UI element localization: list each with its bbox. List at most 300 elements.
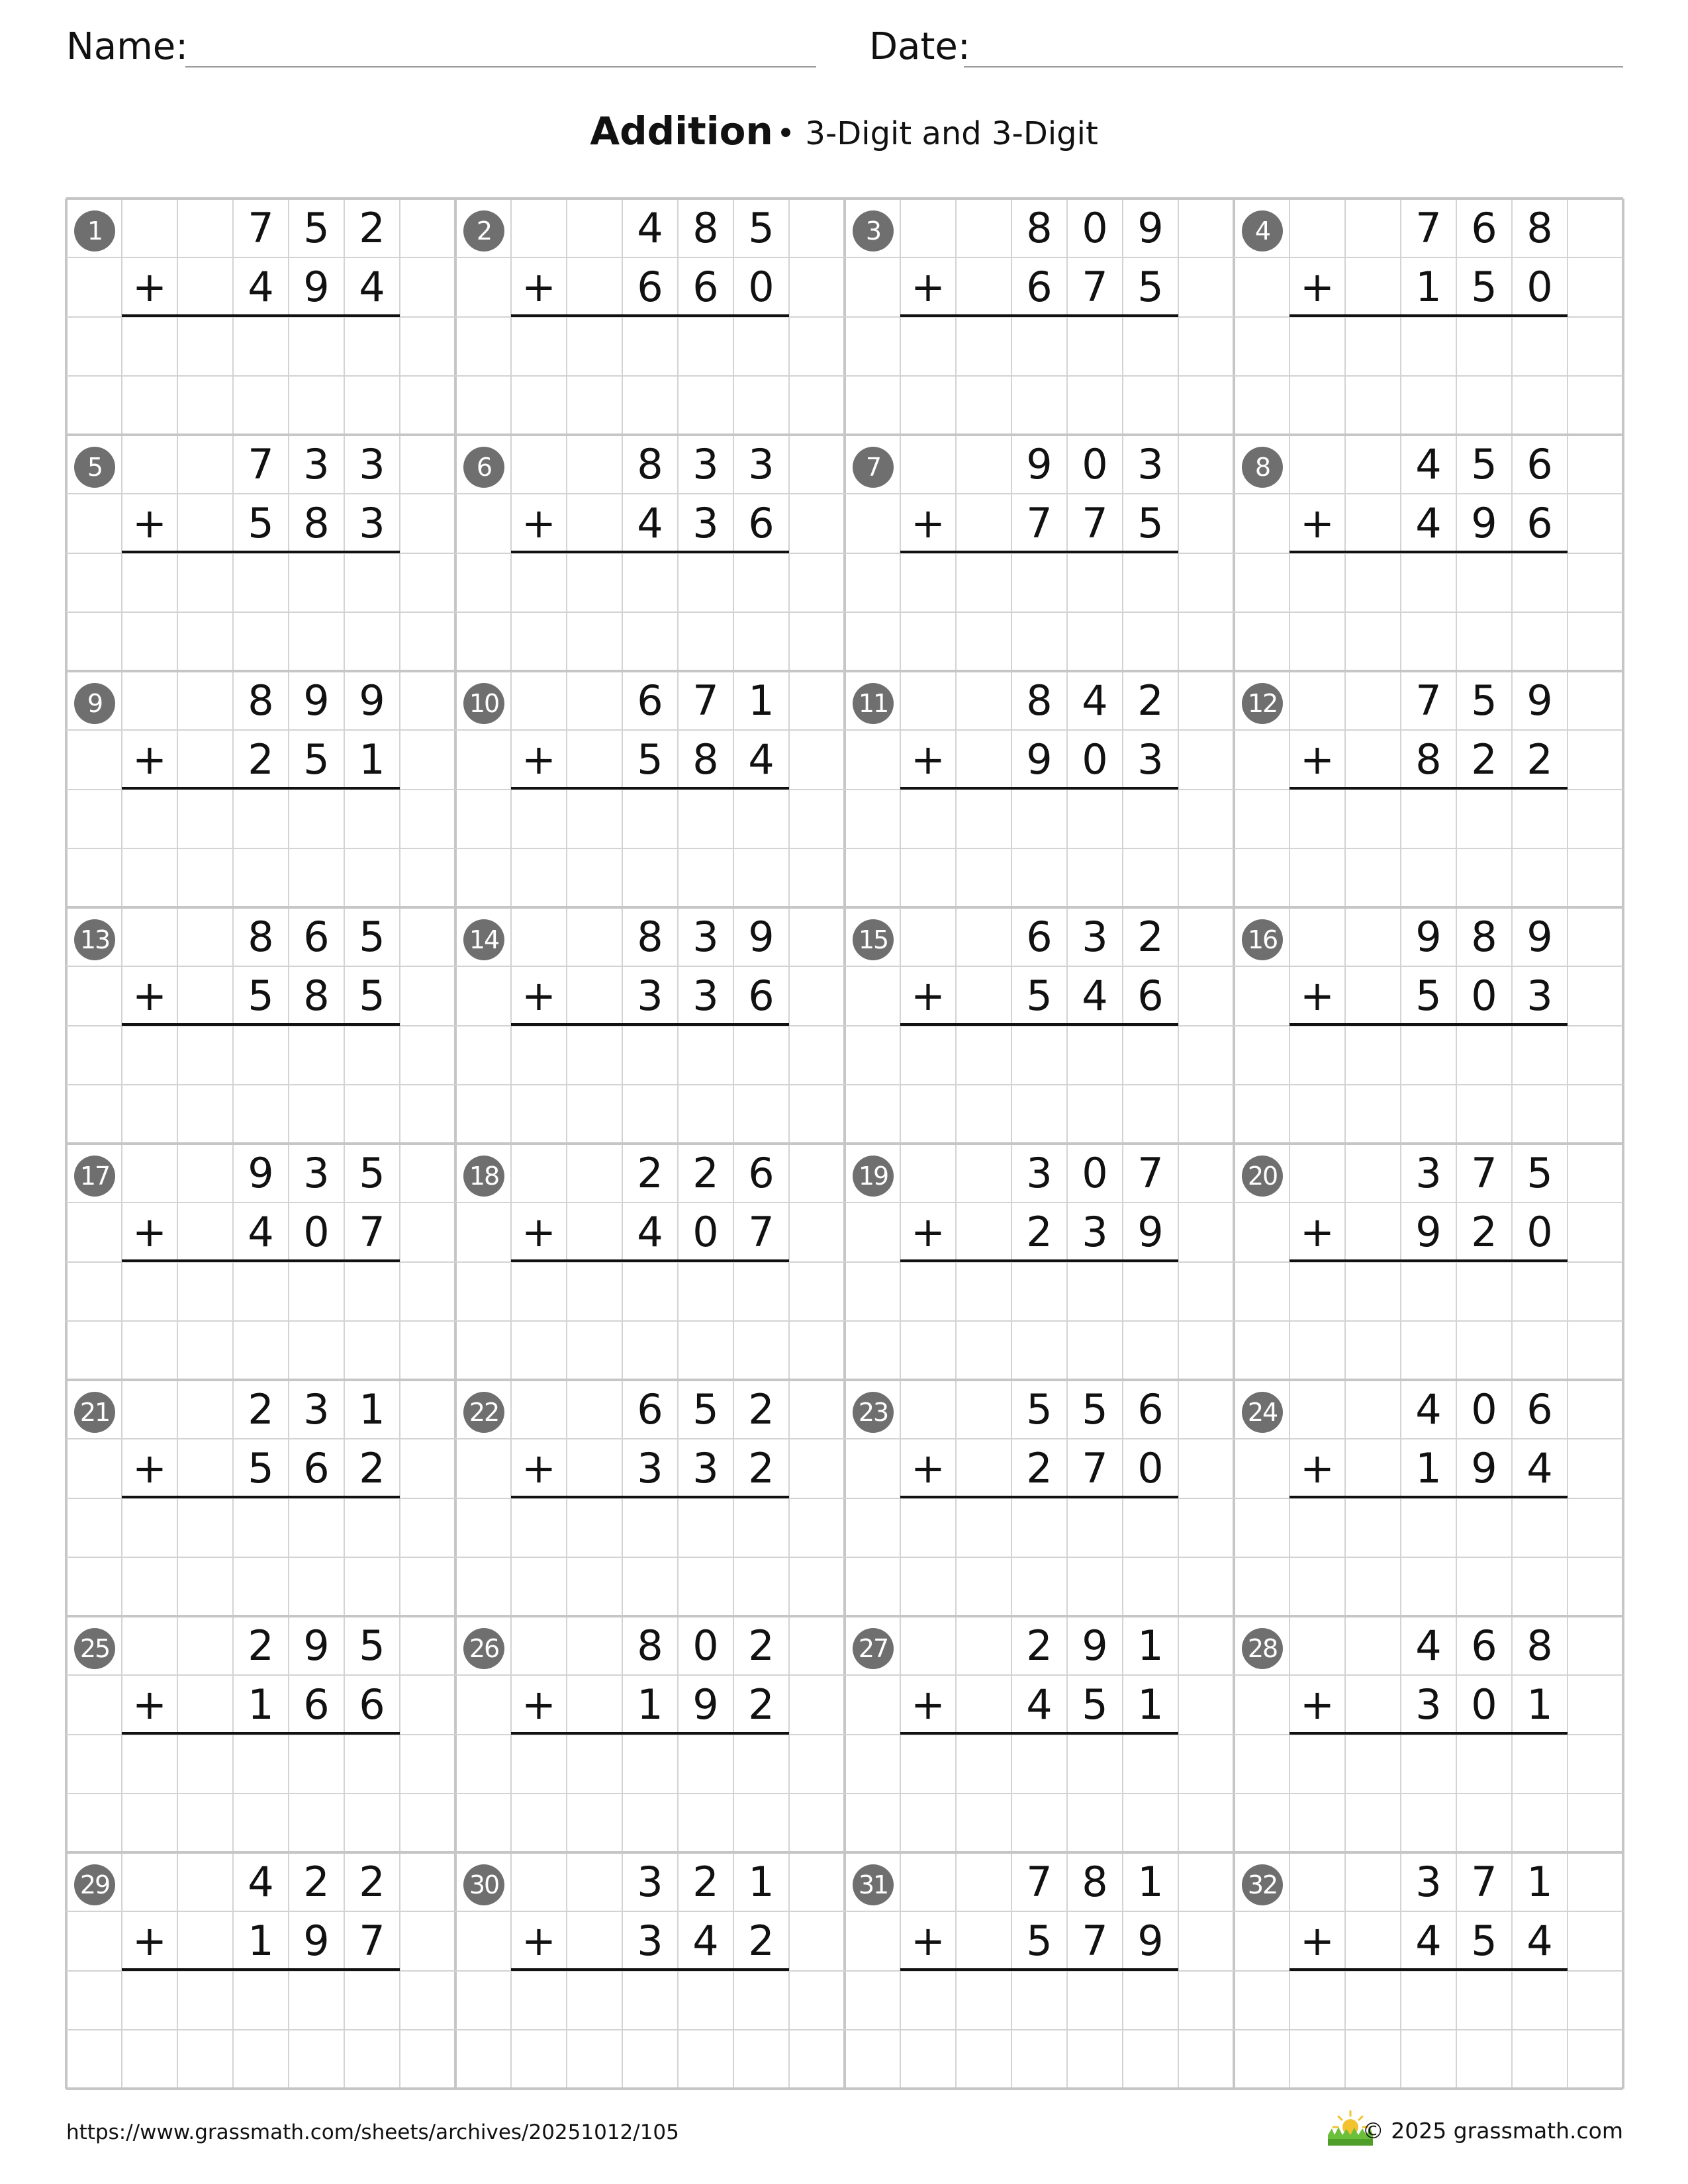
- top-addend-digit: 3: [359, 440, 385, 488]
- top-addend-digit: 6: [748, 1149, 774, 1197]
- top-addend-digit: 8: [637, 913, 663, 961]
- plus-sign: +: [132, 1208, 167, 1256]
- bottom-addend-digit: 2: [1526, 735, 1553, 784]
- answer-area[interactable]: [122, 1971, 400, 2089]
- plus-sign: +: [911, 1208, 945, 1256]
- bottom-addend-digit: 5: [303, 735, 330, 784]
- problem-20: [1234, 1144, 1623, 1380]
- problem-6: [455, 435, 845, 671]
- top-addend-digit: 6: [303, 913, 330, 961]
- bottom-addend-digit: 0: [1471, 1680, 1497, 1729]
- top-addend-digit: 5: [359, 1149, 385, 1197]
- answer-area[interactable]: [511, 1971, 789, 2089]
- problem-number-badge: 18: [463, 1156, 504, 1197]
- answer-area[interactable]: [122, 1735, 400, 1853]
- problem-number-badge: 15: [853, 919, 894, 960]
- bottom-addend-digit: 3: [1082, 1208, 1108, 1257]
- top-addend-digit: 8: [1526, 1621, 1553, 1670]
- top-addend-digit: 3: [1415, 1149, 1442, 1197]
- top-addend-digit: 9: [359, 676, 385, 725]
- top-addend-digit: 6: [1471, 204, 1497, 252]
- bottom-addend-digit: 4: [1526, 1917, 1553, 1966]
- problem-number-badge: 2: [463, 210, 504, 251]
- top-addend-digit: 6: [1526, 440, 1553, 488]
- top-addend-digit: 8: [1526, 204, 1553, 252]
- answer-area[interactable]: [1289, 790, 1568, 908]
- top-addend-digit: 9: [1026, 440, 1053, 488]
- answer-area[interactable]: [900, 1262, 1178, 1381]
- top-addend-digit: 5: [748, 204, 774, 252]
- top-addend-digit: 2: [248, 1385, 274, 1433]
- top-addend-digit: 8: [1471, 913, 1497, 961]
- problem-number-badge: 10: [463, 683, 504, 724]
- bottom-addend-digit: 2: [748, 1680, 774, 1729]
- plus-sign: +: [911, 499, 945, 547]
- bottom-addend-digit: 3: [1526, 972, 1553, 1021]
- top-addend-digit: 7: [1026, 1858, 1053, 1906]
- bottom-addend-digit: 1: [1137, 1680, 1164, 1729]
- problem-16: [1234, 907, 1623, 1144]
- plus-sign: +: [522, 735, 556, 784]
- top-addend-digit: 0: [692, 1621, 719, 1670]
- problem-number-badge: 20: [1242, 1156, 1283, 1197]
- top-addend-digit: 6: [1471, 1621, 1497, 1670]
- answer-area[interactable]: [900, 790, 1178, 908]
- bottom-addend-digit: 7: [359, 1208, 385, 1257]
- bottom-addend-digit: 5: [359, 972, 385, 1021]
- problem-number-badge: 28: [1242, 1628, 1283, 1669]
- bottom-addend-digit: 0: [748, 263, 774, 312]
- top-addend-digit: 3: [637, 1858, 663, 1906]
- bottom-addend-digit: 9: [303, 1917, 330, 1966]
- name-line[interactable]: [185, 66, 816, 68]
- top-addend-digit: 8: [637, 1621, 663, 1670]
- answer-area[interactable]: [900, 1026, 1178, 1144]
- bottom-addend-digit: 6: [359, 1680, 385, 1729]
- problem-number-badge: 23: [853, 1392, 894, 1433]
- problem-number-badge: 13: [74, 919, 115, 960]
- bottom-addend-digit: 1: [1415, 263, 1442, 312]
- bottom-addend-digit: 4: [1415, 499, 1442, 548]
- plus-sign: +: [1300, 499, 1335, 547]
- answer-area[interactable]: [122, 1262, 400, 1381]
- answer-area[interactable]: [511, 790, 789, 908]
- problem-number-badge: 22: [463, 1392, 504, 1433]
- bottom-addend-digit: 8: [303, 972, 330, 1021]
- bottom-addend-digit: 3: [692, 1444, 719, 1493]
- bottom-addend-digit: 4: [637, 499, 663, 548]
- bottom-addend-digit: 5: [1082, 1680, 1108, 1729]
- bottom-addend-digit: 3: [1137, 735, 1164, 784]
- top-addend-digit: 3: [1082, 913, 1108, 961]
- plus-sign: +: [132, 972, 167, 1020]
- top-addend-digit: 5: [359, 1621, 385, 1670]
- bottom-addend-digit: 4: [359, 263, 385, 312]
- problem-9: [66, 671, 455, 907]
- answer-area[interactable]: [511, 1262, 789, 1381]
- plus-sign: +: [911, 1444, 945, 1492]
- bottom-addend-digit: 8: [1415, 735, 1442, 784]
- problem-number-badge: 11: [853, 683, 894, 724]
- top-addend-digit: 5: [1082, 1385, 1108, 1433]
- plus-sign: +: [132, 735, 167, 784]
- plus-sign: +: [132, 1444, 167, 1492]
- problem-number-badge: 24: [1242, 1392, 1283, 1433]
- footer-copyright: © 2025 grassmath.com: [1362, 2118, 1623, 2144]
- bottom-addend-digit: 0: [1471, 972, 1497, 1021]
- bottom-addend-digit: 3: [1415, 1680, 1442, 1729]
- plus-sign: +: [911, 1680, 945, 1729]
- answer-area[interactable]: [511, 1735, 789, 1853]
- problem-28: [1234, 1616, 1623, 1852]
- problem-number-badge: 6: [463, 447, 504, 488]
- problem-number-badge: 3: [853, 210, 894, 251]
- name-label: Name:: [66, 25, 189, 68]
- answer-area[interactable]: [122, 553, 400, 672]
- bottom-addend-digit: 4: [1415, 1917, 1442, 1966]
- bottom-addend-digit: 4: [637, 1208, 663, 1257]
- bottom-addend-digit: 8: [303, 499, 330, 548]
- bottom-addend-digit: 5: [1026, 1917, 1053, 1966]
- top-addend-digit: 2: [359, 1858, 385, 1906]
- problem-14: [455, 907, 845, 1144]
- top-addend-digit: 1: [748, 676, 774, 725]
- problem-31: [845, 1852, 1234, 2089]
- problem-1: [66, 199, 455, 435]
- top-addend-digit: 7: [1137, 1149, 1164, 1197]
- bottom-addend-digit: 6: [692, 263, 719, 312]
- top-addend-digit: 8: [637, 440, 663, 488]
- bottom-addend-digit: 3: [637, 1917, 663, 1966]
- answer-area[interactable]: [122, 1498, 400, 1617]
- top-addend-digit: 2: [248, 1621, 274, 1670]
- bottom-addend-digit: 4: [248, 1208, 274, 1257]
- top-addend-digit: 7: [1415, 204, 1442, 252]
- bottom-addend-digit: 5: [1471, 263, 1497, 312]
- problem-number-badge: 8: [1242, 447, 1283, 488]
- problem-24: [1234, 1380, 1623, 1616]
- top-addend-digit: 1: [748, 1858, 774, 1906]
- problem-2: [455, 199, 845, 435]
- answer-area[interactable]: [900, 1498, 1178, 1617]
- answer-area[interactable]: [122, 1026, 400, 1144]
- top-addend-digit: 3: [303, 1385, 330, 1433]
- plus-sign: +: [911, 1917, 945, 1965]
- bottom-addend-digit: 9: [1026, 735, 1053, 784]
- problem-10: [455, 671, 845, 907]
- top-addend-digit: 6: [1137, 1385, 1164, 1433]
- bottom-addend-digit: 4: [1526, 1444, 1553, 1493]
- plus-sign: +: [522, 972, 556, 1020]
- plus-sign: +: [522, 263, 556, 311]
- plus-sign: +: [1300, 1444, 1335, 1492]
- top-addend-digit: 9: [1137, 204, 1164, 252]
- top-addend-digit: 5: [1471, 676, 1497, 725]
- problem-number-badge: 4: [1242, 210, 1283, 251]
- plus-sign: +: [911, 972, 945, 1020]
- plus-sign: +: [1300, 1917, 1335, 1965]
- bottom-addend-digit: 3: [637, 1444, 663, 1493]
- top-addend-digit: 2: [1137, 676, 1164, 725]
- problem-number-badge: 21: [74, 1392, 115, 1433]
- top-addend-digit: 1: [1137, 1621, 1164, 1670]
- top-addend-digit: 7: [248, 204, 274, 252]
- top-addend-digit: 7: [1471, 1858, 1497, 1906]
- bottom-addend-digit: 0: [1526, 263, 1553, 312]
- bottom-addend-digit: 2: [748, 1444, 774, 1493]
- bottom-addend-digit: 6: [1137, 972, 1164, 1021]
- top-addend-digit: 4: [1415, 440, 1442, 488]
- problem-number-badge: 29: [74, 1864, 115, 1905]
- plus-sign: +: [911, 735, 945, 784]
- top-addend-digit: 8: [1082, 1858, 1108, 1906]
- plus-sign: +: [911, 263, 945, 311]
- problem-27: [845, 1616, 1234, 1852]
- title-main: Addition: [590, 109, 773, 154]
- problem-number-badge: 1: [74, 210, 115, 251]
- top-addend-digit: 4: [1415, 1385, 1442, 1433]
- bottom-addend-digit: 1: [637, 1680, 663, 1729]
- top-addend-digit: 7: [1415, 676, 1442, 725]
- plus-sign: +: [522, 1680, 556, 1729]
- top-addend-digit: 2: [748, 1385, 774, 1433]
- answer-area[interactable]: [1289, 317, 1568, 435]
- problem-number-badge: 12: [1242, 683, 1283, 724]
- bottom-addend-digit: 0: [1082, 735, 1108, 784]
- bottom-addend-digit: 6: [1526, 499, 1553, 548]
- problem-3: [845, 199, 1234, 435]
- bottom-addend-digit: 5: [248, 1444, 274, 1493]
- bottom-addend-digit: 9: [303, 263, 330, 312]
- answer-area[interactable]: [122, 790, 400, 908]
- bottom-addend-digit: 1: [1415, 1444, 1442, 1493]
- top-addend-digit: 2: [748, 1621, 774, 1670]
- top-addend-digit: 5: [692, 1385, 719, 1433]
- top-addend-digit: 3: [1026, 1149, 1053, 1197]
- plus-sign: +: [132, 1680, 167, 1729]
- problem-4: [1234, 199, 1623, 435]
- answer-area[interactable]: [1289, 1026, 1568, 1144]
- top-addend-digit: 2: [1137, 913, 1164, 961]
- problem-15: [845, 907, 1234, 1144]
- top-addend-digit: 2: [303, 1858, 330, 1906]
- plus-sign: +: [522, 1917, 556, 1965]
- worksheet-title: [0, 105, 1688, 167]
- top-addend-digit: 9: [1526, 676, 1553, 725]
- plus-sign: +: [1300, 972, 1335, 1020]
- plus-sign: +: [1300, 1208, 1335, 1256]
- bottom-addend-digit: 2: [248, 735, 274, 784]
- bottom-addend-digit: 9: [1137, 1208, 1164, 1257]
- bottom-addend-digit: 5: [248, 499, 274, 548]
- top-addend-digit: 2: [359, 204, 385, 252]
- problem-number-badge: 26: [463, 1628, 504, 1669]
- bottom-addend-digit: 7: [748, 1208, 774, 1257]
- problem-number-badge: 31: [853, 1864, 894, 1905]
- bottom-addend-digit: 1: [248, 1680, 274, 1729]
- problem-12: [1234, 671, 1623, 907]
- problem-number-badge: 9: [74, 683, 115, 724]
- top-addend-digit: 1: [1137, 1858, 1164, 1906]
- bottom-addend-digit: 2: [1471, 735, 1497, 784]
- answer-area[interactable]: [511, 1026, 789, 1144]
- bottom-addend-digit: 3: [637, 972, 663, 1021]
- answer-area[interactable]: [511, 317, 789, 435]
- top-addend-digit: 7: [1471, 1149, 1497, 1197]
- top-addend-digit: 3: [1137, 440, 1164, 488]
- problem-number-badge: 5: [74, 447, 115, 488]
- problem-13: [66, 907, 455, 1144]
- top-addend-digit: 2: [692, 1149, 719, 1197]
- answer-area[interactable]: [511, 553, 789, 672]
- problem-grid: [66, 199, 1623, 2089]
- top-addend-digit: 5: [359, 913, 385, 961]
- bottom-addend-digit: 5: [1137, 263, 1164, 312]
- problem-23: [845, 1380, 1234, 1616]
- bottom-addend-digit: 4: [1082, 972, 1108, 1021]
- problem-18: [455, 1144, 845, 1380]
- bottom-addend-digit: 9: [692, 1680, 719, 1729]
- top-addend-digit: 4: [637, 204, 663, 252]
- top-addend-digit: 4: [248, 1858, 274, 1906]
- bottom-addend-digit: 3: [692, 499, 719, 548]
- bottom-addend-digit: 6: [1026, 263, 1053, 312]
- bottom-addend-digit: 1: [1526, 1680, 1553, 1729]
- top-addend-digit: 2: [637, 1149, 663, 1197]
- answer-area[interactable]: [122, 317, 400, 435]
- answer-area[interactable]: [1289, 1262, 1568, 1381]
- top-addend-digit: 8: [1026, 204, 1053, 252]
- top-addend-digit: 6: [1026, 913, 1053, 961]
- top-addend-digit: 8: [248, 676, 274, 725]
- top-addend-digit: 4: [1415, 1621, 1442, 1670]
- problem-number-badge: 16: [1242, 919, 1283, 960]
- answer-area[interactable]: [1289, 1498, 1568, 1617]
- problem-19: [845, 1144, 1234, 1380]
- plus-sign: +: [522, 1444, 556, 1492]
- problem-30: [455, 1852, 845, 2089]
- plus-sign: +: [132, 263, 167, 311]
- bottom-addend-digit: 5: [248, 972, 274, 1021]
- top-addend-digit: 9: [748, 913, 774, 961]
- top-addend-digit: 5: [1026, 1385, 1053, 1433]
- top-addend-digit: 9: [303, 676, 330, 725]
- plus-sign: +: [132, 499, 167, 547]
- top-addend-digit: 2: [1026, 1621, 1053, 1670]
- bottom-addend-digit: 2: [748, 1917, 774, 1966]
- title-subtitle: • 3-Digit and 3-Digit: [776, 115, 1098, 152]
- problem-26: [455, 1616, 845, 1852]
- bottom-addend-digit: 5: [637, 735, 663, 784]
- top-addend-digit: 6: [637, 676, 663, 725]
- bottom-addend-digit: 6: [748, 972, 774, 1021]
- bottom-addend-digit: 7: [1026, 499, 1053, 548]
- top-addend-digit: 3: [303, 440, 330, 488]
- bottom-addend-digit: 2: [1471, 1208, 1497, 1257]
- bottom-addend-digit: 2: [1026, 1208, 1053, 1257]
- problem-number-badge: 14: [463, 919, 504, 960]
- bottom-addend-digit: 7: [1082, 1917, 1108, 1966]
- problem-17: [66, 1144, 455, 1380]
- answer-area[interactable]: [1289, 1971, 1568, 2089]
- answer-area[interactable]: [900, 1735, 1178, 1853]
- problem-11: [845, 671, 1234, 907]
- bottom-addend-digit: 5: [1471, 1917, 1497, 1966]
- bottom-addend-digit: 6: [303, 1680, 330, 1729]
- bottom-addend-digit: 6: [303, 1444, 330, 1493]
- top-addend-digit: 7: [692, 676, 719, 725]
- top-addend-digit: 9: [1415, 913, 1442, 961]
- problem-number-badge: 25: [74, 1628, 115, 1669]
- problem-22: [455, 1380, 845, 1616]
- top-addend-digit: 0: [1082, 204, 1108, 252]
- problem-32: [1234, 1852, 1623, 2089]
- date-label: Date:: [869, 25, 970, 68]
- answer-area[interactable]: [900, 553, 1178, 672]
- bottom-addend-digit: 9: [1415, 1208, 1442, 1257]
- date-line[interactable]: [964, 66, 1623, 68]
- answer-area[interactable]: [1289, 1735, 1568, 1853]
- answer-area[interactable]: [511, 1498, 789, 1617]
- bottom-addend-digit: 5: [1415, 972, 1442, 1021]
- top-addend-digit: 9: [303, 1621, 330, 1670]
- bottom-addend-digit: 5: [1026, 972, 1053, 1021]
- problem-5: [66, 435, 455, 671]
- bottom-addend-digit: 4: [748, 735, 774, 784]
- problem-number-badge: 32: [1242, 1864, 1283, 1905]
- bottom-addend-digit: 1: [248, 1917, 274, 1966]
- answer-area[interactable]: [1289, 553, 1568, 672]
- bottom-addend-digit: 5: [1137, 499, 1164, 548]
- plus-sign: +: [1300, 1680, 1335, 1729]
- top-addend-digit: 3: [692, 440, 719, 488]
- top-addend-digit: 3: [303, 1149, 330, 1197]
- top-addend-digit: 3: [748, 440, 774, 488]
- answer-area[interactable]: [900, 317, 1178, 435]
- bottom-addend-digit: 4: [1026, 1680, 1053, 1729]
- bottom-addend-digit: 2: [359, 1444, 385, 1493]
- problem-number-badge: 17: [74, 1156, 115, 1197]
- problem-21: [66, 1380, 455, 1616]
- top-addend-digit: 0: [1082, 440, 1108, 488]
- bottom-addend-digit: 3: [359, 499, 385, 548]
- answer-area[interactable]: [900, 1971, 1178, 2089]
- bottom-addend-digit: 8: [692, 735, 719, 784]
- top-addend-digit: 7: [248, 440, 274, 488]
- plus-sign: +: [1300, 263, 1335, 311]
- bottom-addend-digit: 7: [1082, 499, 1108, 548]
- plus-sign: +: [132, 1917, 167, 1965]
- problem-number-badge: 30: [463, 1864, 504, 1905]
- top-addend-digit: 1: [1526, 1858, 1553, 1906]
- bottom-addend-digit: 7: [1082, 263, 1108, 312]
- top-addend-digit: 5: [1526, 1149, 1553, 1197]
- top-addend-digit: 9: [1082, 1621, 1108, 1670]
- bottom-addend-digit: 0: [1137, 1444, 1164, 1493]
- footer-url[interactable]: https://www.grassmath.com/sheets/archives/20251012/105: [66, 2120, 679, 2144]
- problem-29: [66, 1852, 455, 2089]
- bottom-addend-digit: 1: [359, 735, 385, 784]
- top-addend-digit: 9: [1526, 913, 1553, 961]
- top-addend-digit: 4: [1082, 676, 1108, 725]
- bottom-addend-digit: 4: [692, 1917, 719, 1966]
- bottom-addend-digit: 3: [692, 972, 719, 1021]
- problem-number-badge: 27: [853, 1628, 894, 1669]
- top-addend-digit: 8: [692, 204, 719, 252]
- bottom-addend-digit: 7: [359, 1917, 385, 1966]
- bottom-addend-digit: 6: [748, 499, 774, 548]
- bottom-addend-digit: 9: [1137, 1917, 1164, 1966]
